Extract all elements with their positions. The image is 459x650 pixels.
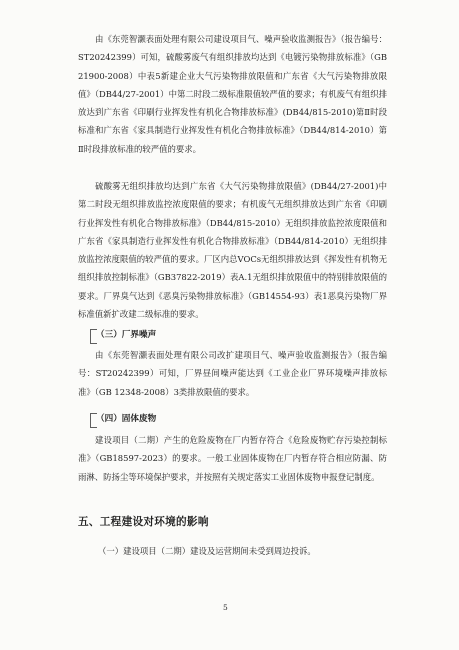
paragraph-waste-gas-organized: 由《东莞智灏表面处理有限公司建设项目气、噪声验收监测报告》（报告编号：ST20242399）可知，硫酸雾废气有组织排放均达到《电镀污染物排放标准》（GB21900-2008）中表5新建企业大气污染物排放限值和广东省《大气污染物排放限值》（DB44/27-2001）中第二时段二级标准限值较严值的要求；有机废气有组织排放达到广东省《印刷行业挥发性有机化合物排放标准》(DB44/815-2010)第Ⅱ时段标准和广东省《家具制造行业挥发性有机化合物排放标准》（DB44/814-2010）第Ⅱ时段排放标准的较严值的要求。 <box>78 34 387 154</box>
heading-solid-waste: （四）固体废物 <box>96 414 157 424</box>
heading-boundary-noise: （三）厂界噪声 <box>96 330 157 340</box>
page-number: 5 <box>223 603 228 612</box>
paragraph-waste-gas-unorganized: 硫酸雾无组织排放均达到广东省《大气污染物排放限值》(DB44/27-2001)中第二时段无组织排放监控浓度限值的要求；有机废气无组织排放达到广东省《印刷行业挥发性有机化合物排放标准》（DB44/815-2010）无组织排放监控浓度限值和广东省《家具制造行业挥发性有机化合物排放标准》（DB44/814-2010）无组织排放监控浓度限值的较严值的要求。厂区内总VOCs无组织排放达到《挥发性有机物无组织排放控制标准》（GB37822-2019）表A.1无组织排放限值中的特别排放限值的要求。厂界臭气达到《恶臭污染物排放标准》（GB14554-93）表1恶臭污染物厂界标准值新扩改建二级标准的要求。 <box>78 181 387 320</box>
section-item-complaints: （一）建设项目（二期）建设及运营期间未受到周边投诉。 <box>98 546 316 556</box>
paragraph-solid-waste: 建设项目（二期）产生的危险废物在厂内暂存符合《危险废物贮存污染控制标准》（GB18597-2023）的要求。一般工业固体废物在厂内暂存符合相应防漏、防雨淋、防扬尘等环境保护要求，并按照有关规定落实工业固体废物申报登记制度。 <box>78 435 387 482</box>
section-title: 五、工程建设对环境的影响 <box>78 516 209 528</box>
paragraph-noise: 由《东莞智灏表面处理有限公司改扩建项目气、噪声验收监测报告》（报告编号：ST20242399）可知，厂界昼间噪声能达到《工业企业厂界环境噪声排放标准》（GB 12348-2008）3类排放限值的要求。 <box>78 350 387 397</box>
